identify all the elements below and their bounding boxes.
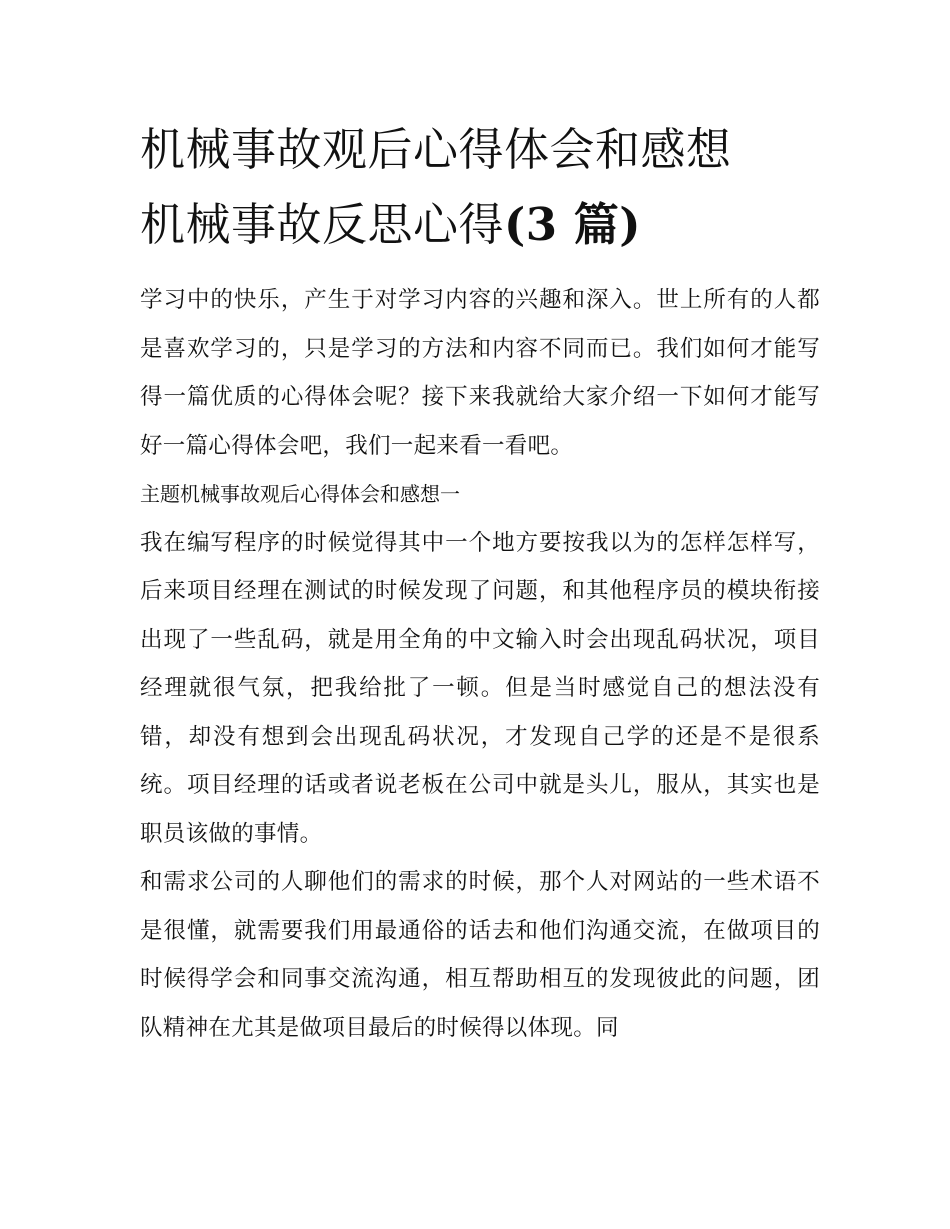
title-line-2: 机械事故反思心得: [140, 198, 505, 251]
document-body: [140, 276, 820, 1052]
section-heading: 主题机械事故观后心得体会和感想一: [140, 482, 460, 506]
body-paragraph-1: 我在编写程序的时候觉得其中一个地方要按我以为的怎样怎样写，后来项目经理在测试的时候发现了问题，和其他程序员的模块衔接出现了一些乱码，就是用全角的中文输入时会出现乱码状况，项目经理就很气氛，把我给批了一顿。但是当时感觉自己的想法没有错，却没有想到会出现乱码状况，才发现自己学的还是不是很系统。项目经理的话或者说老板在公司中就是头儿，服从，其实也是职员该做的事情。: [140, 529, 820, 847]
document-title: [140, 112, 820, 262]
title-suffix: (3 篇): [504, 198, 642, 251]
intro-paragraph: 学习中的快乐，产生于对学习内容的兴趣和深入。世上所有的人都是喜欢学习的，只是学习的方法和内容不同而已。我们如何才能写得一篇优质的心得体会呢？接下来我就给大家介绍一下如何才能写好一篇心得体会吧，我们一起来看一看吧。: [140, 287, 820, 459]
body-paragraph-2: 和需求公司的人聊他们的需求的时候，那个人对网站的一些术语不是很懂，就需要我们用最通俗的话去和他们沟通交流，在做项目的时候得学会和同事交流沟通，相互帮助相互的发现彼此的问题，团队精神在尤其是做项目最后的时候得以体现。同: [140, 869, 820, 1041]
title-line-1: 机械事故观后心得体会和感想: [140, 123, 732, 176]
